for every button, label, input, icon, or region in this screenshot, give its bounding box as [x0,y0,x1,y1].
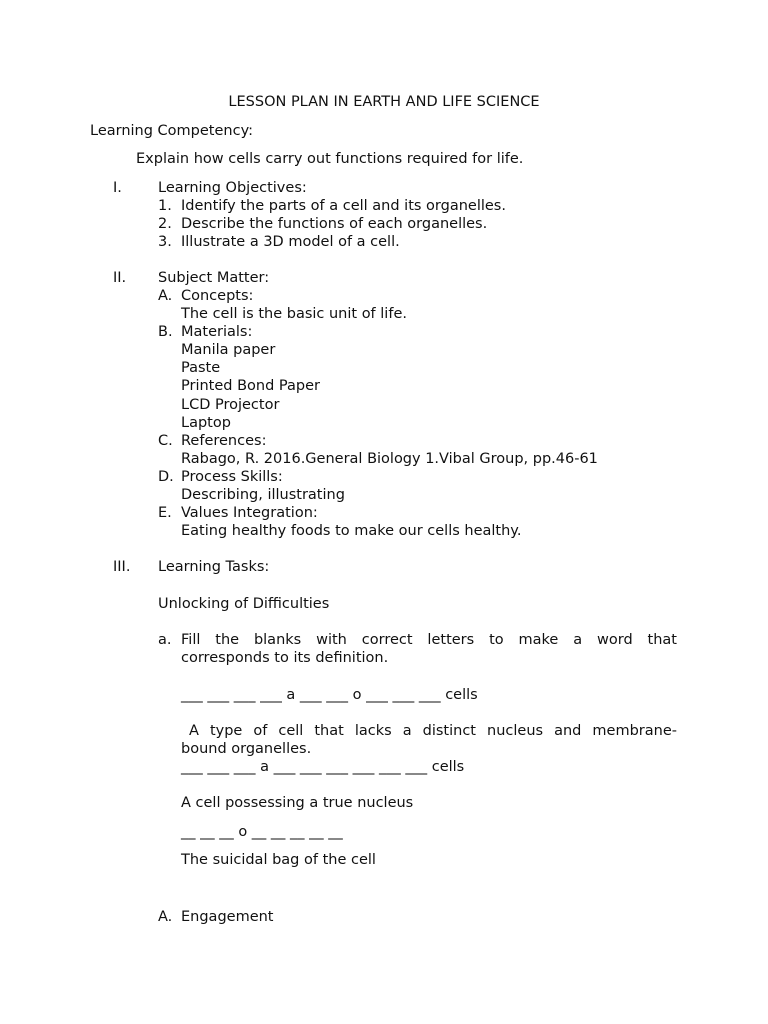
definition-1-line2: bound organelles. [181,741,312,757]
engagement-letter: A. [158,909,173,925]
process-skills-label: Process Skills: [181,469,283,485]
material-item: LCD Projector [181,397,280,413]
values-letter: E. [158,505,172,521]
section-3-numeral: III. [113,559,131,575]
objective-number: 1. [158,198,172,214]
section-2-numeral: II. [113,270,127,286]
fill-blank-1: ___ ___ ___ ___ a ___ ___ o ___ ___ ___ cells [181,687,478,703]
objective-text: Identify the parts of a cell and its organelles. [181,198,506,214]
section-2-heading: Subject Matter: [158,270,270,286]
materials-letter: B. [158,324,173,340]
definition-1-line1: A type of cell that lacks a distinct nucleus and membrane- [189,723,677,739]
engagement-label: Engagement [181,909,274,925]
task-a-instruction-line2: corresponds to its definition. [181,650,389,666]
definition-3: The suicidal bag of the cell [181,852,376,868]
material-item: Laptop [181,415,231,431]
concepts-text: The cell is the basic unit of life. [181,306,407,322]
values-label: Values Integration: [181,505,318,521]
values-text: Eating healthy foods to make our cells healthy. [181,523,522,539]
references-letter: C. [158,433,173,449]
fill-blank-2: ___ ___ ___ a ___ ___ ___ ___ ___ ___ cells [181,759,465,775]
references-text: Rabago, R. 2016.General Biology 1.Vibal Group, pp.46-61 [181,451,598,467]
unlocking-heading: Unlocking of Difficulties [158,596,330,612]
references-label: References: [181,433,267,449]
objective-text: Illustrate a 3D model of a cell. [181,234,400,250]
process-skills-letter: D. [158,469,174,485]
material-item: Paste [181,360,221,376]
section-1-heading: Learning Objectives: [158,180,307,196]
objective-number: 3. [158,234,172,250]
concepts-label: Concepts: [181,288,254,304]
task-a-instruction-line1: Fill the blanks with correct letters to make a word that [181,632,677,648]
task-a-letter: a. [158,632,172,648]
objective-text: Describe the functions of each organelles. [181,216,488,232]
material-item: Manila paper [181,342,276,358]
page-title: LESSON PLAN IN EARTH AND LIFE SCIENCE [228,94,540,110]
materials-label: Materials: [181,324,253,340]
objective-number: 2. [158,216,172,232]
definition-2: A cell possessing a true nucleus [181,795,414,811]
section-3-heading: Learning Tasks: [158,559,270,575]
concepts-letter: A. [158,288,173,304]
process-skills-text: Describing, illustrating [181,487,345,503]
fill-blank-3: __ __ __ o __ __ __ __ __ [181,824,343,840]
material-item: Printed Bond Paper [181,378,320,394]
competency-text: Explain how cells carry out functions required for life. [136,151,524,167]
competency-label: Learning Competency: [90,123,253,139]
section-1-numeral: I. [113,180,122,196]
